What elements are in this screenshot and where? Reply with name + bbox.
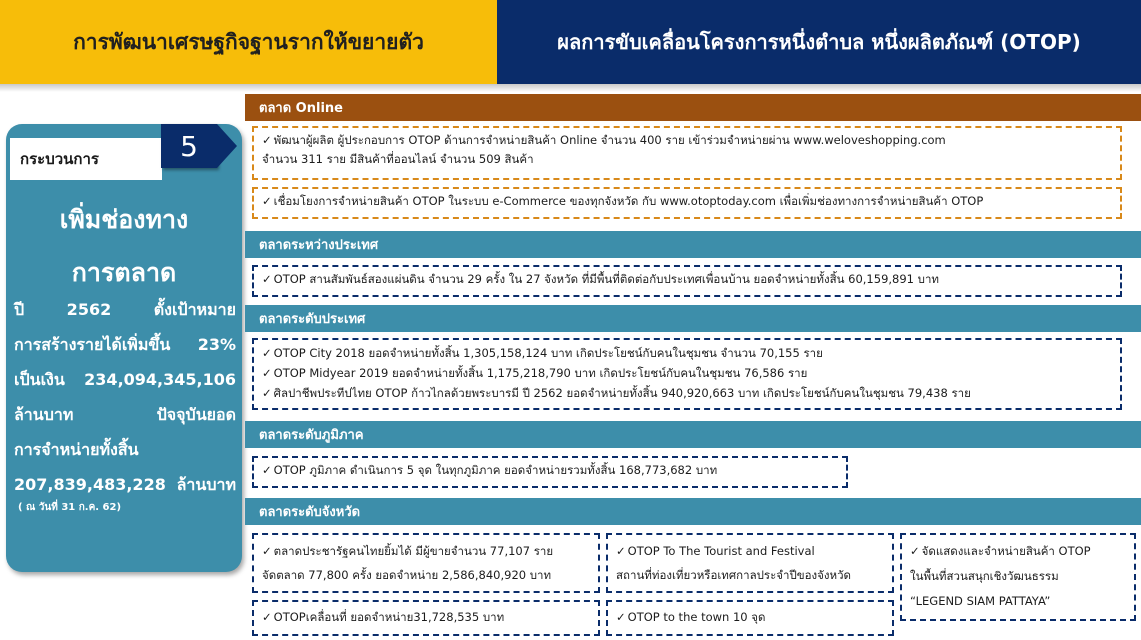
section-bar-online: ตลาด Online [245, 94, 1141, 121]
header-right-banner [497, 0, 1141, 84]
check-icon: ✓ [262, 133, 272, 147]
check-icon: ✓ [616, 610, 626, 624]
process-label: กระบวนการ [20, 150, 99, 168]
provincial-box-5-text: OTOP to the town 10 จุด [627, 610, 766, 624]
provincial-box-5 [606, 600, 894, 636]
check-icon: ✓ [262, 610, 272, 624]
national-item-1-text: OTOP City 2018 ยอดจำหน่ายทั้งสิ้น 1,305,158,124 บาท เกิดประโยชน์กับคนในชุมชน จำนวน 70,155 ราย [273, 346, 823, 360]
header-left-banner [0, 0, 497, 84]
process-number-arrow [217, 124, 237, 168]
national-items [252, 338, 1122, 410]
side-heading-2: การตลาด [71, 258, 177, 287]
section-bar-provincial: ตลาดระดับจังหวัด [245, 498, 1141, 525]
side-text-line-4: ล้านบาท ปัจจุบันยอด [14, 405, 236, 424]
provincial-box-4 [252, 600, 600, 636]
online-item-2 [252, 187, 1122, 219]
check-icon: ✓ [910, 544, 920, 558]
side-text-line-1: ปี 2562 ตั้งเป้าหมาย [14, 300, 236, 319]
provincial-box-1-line-1: ตลาดประชารัฐคนไทยยิ้มได้ มีผู้ขายจำนวน 77,107 ราย [273, 544, 554, 558]
side-note: ( ณ วันที่ 31 ก.ค. 62) [18, 502, 122, 513]
section-bar-national: ตลาดระดับประเทศ [245, 305, 1141, 332]
provincial-box-3-line-2: ในพื้นที่สวนสนุกเชิงวัฒนธรรม [910, 569, 1059, 583]
process-number: 5 [180, 129, 198, 163]
online-item-1-line-1: พัฒนาผู้ผลิต ผู้ประกอบการ OTOP ด้านการจำหน่ายสินค้า Online จำนวน 400 ราย เข้าร่วมจำหน่ายผ่าน www.weloveshopping.com [273, 133, 946, 147]
side-text-line-5: การจำหน่ายทั้งสิ้น [14, 440, 139, 459]
provincial-box-3 [900, 533, 1136, 621]
online-item-1 [252, 126, 1122, 180]
check-icon: ✓ [262, 544, 272, 558]
section-bar-international: ตลาดระหว่างประเทศ [245, 231, 1141, 258]
provincial-box-1 [252, 533, 600, 593]
regional-item-1-text: OTOP ภูมิภาค ดำเนินการ 5 จุด ในทุกภูมิภาค ยอดจำหน่ายรวมทั้งสิ้น 168,773,682 บาท [273, 463, 718, 477]
online-item-2-text: เชื่อมโยงการจำหน่ายสินค้า OTOP ในระบบ e-Commerce ของทุกจังหวัด กับ www.otoptoday.com เพื่อเพิ่มช่องทางการจำหน่ายสินค้า OTOP [273, 194, 984, 208]
check-icon: ✓ [616, 544, 626, 558]
regional-item-1 [252, 456, 848, 488]
check-icon: ✓ [262, 346, 272, 360]
provincial-box-4-text: OTOPเคลื่อนที่ ยอดจำหน่าย31,728,535 บาท [273, 610, 505, 624]
international-item-1-text: OTOP สานสัมพันธ์สองแผ่นดิน จำนวน 29 ครั้ง ใน 27 จังหวัด ที่มีพื้นที่ติดต่อกับประเทศเพื่อนบ้าน ยอดจำหน่ายทั้งสิ้น 60,159,891 บาท [273, 272, 939, 286]
check-icon: ✓ [262, 272, 272, 286]
provincial-box-2-line-2: สถานที่ท่องเที่ยวหรือเทศกาลประจำปีของจังหวัด [616, 568, 852, 582]
check-icon: ✓ [262, 386, 272, 400]
provincial-box-3-line-1: จัดแสดงและจำหน่ายสินค้า OTOP [921, 544, 1091, 558]
side-text-line-6: 207,839,483,228 ล้านบาท [14, 475, 236, 494]
header-left-title: การพัฒนาเศรษฐกิจฐานรากให้ขยายตัว [73, 29, 424, 54]
header-shadow [0, 84, 1141, 92]
provincial-box-3-line-3: “LEGEND SIAM PATTAYA” [910, 594, 1051, 608]
provincial-box-2 [606, 533, 894, 593]
process-number-box [161, 124, 217, 168]
check-icon: ✓ [262, 463, 272, 477]
side-heading-1: เพิ่มช่องทาง [59, 205, 189, 234]
provincial-box-1-line-2: จัดตลาด 77,800 ครั้ง ยอดจำหน่าย 2,586,840,920 บาท [262, 568, 552, 582]
check-icon: ✓ [262, 366, 272, 380]
process-label-box [10, 138, 162, 180]
side-text-line-3: เป็นเงิน 234,094,345,106 [14, 370, 236, 389]
check-icon: ✓ [262, 194, 272, 208]
online-item-1-line-2: จำนวน 311 ราย มีสินค้าที่ออนไลน์ จำนวน 509 สินค้า [262, 152, 534, 166]
provincial-box-2-line-1: OTOP To The Tourist and Festival [627, 544, 815, 558]
section-bar-regional: ตลาดระดับภูมิภาค [245, 421, 1141, 448]
side-text-line-2: การสร้างรายได้เพิ่มขึ้น 23% [14, 335, 236, 354]
national-item-2-text: OTOP Midyear 2019 ยอดจำหน่ายทั้งสิ้น 1,175,218,790 บาท เกิดประโยชน์กับคนในชุมชน 76,586 ราย [273, 366, 808, 380]
international-item-1 [252, 265, 1122, 297]
header-right-title: ผลการขับเคลื่อนโครงการหนึ่งตำบล หนึ่งผลิตภัณฑ์ (OTOP) [557, 30, 1081, 54]
national-item-3-text: ศิลปาชีพประทีปไทย OTOP ก้าวไกลด้วยพระบารมี ปี 2562 ยอดจำหน่ายทั้งสิ้น 940,920,663 บาท เกิดประโยชน์กับคนในชุมชน 79,438 ราย [273, 386, 971, 400]
